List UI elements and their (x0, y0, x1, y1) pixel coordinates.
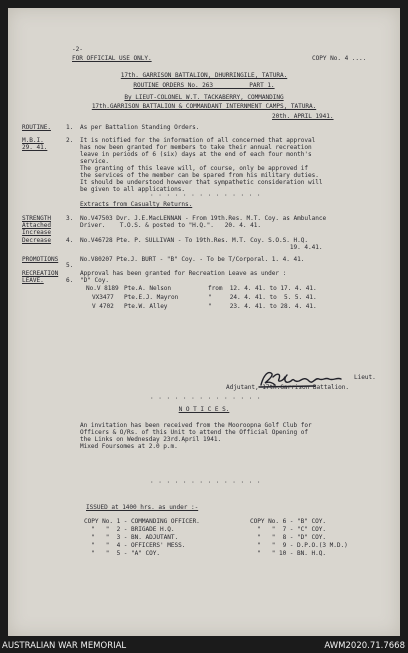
unit-heading: 17th. GARRISON BATTALION, DHURRINGILE, TATURA. (120, 72, 288, 79)
leave-no: No.V 8189 (86, 285, 119, 292)
distribution-entry: " " 7 - "C" COY. (250, 526, 326, 533)
distribution-entry: COPY No. 1 - COMMANDING OFFICER. (84, 518, 200, 525)
margin-recreation-leave: RECREATION LEAVE. (22, 270, 59, 284)
distribution-entry: " " 8 - "D" COY. (250, 534, 326, 541)
separator-dots: · · · · · · · · · · · · · · (150, 479, 262, 486)
distribution-entry: " " 10 - BN. H.Q. (250, 550, 326, 557)
signatory-title: Adjutant, 17th.Garrison Battalion. (226, 384, 350, 391)
leave-dates: " 24. 4. 41. to 5. 5. 41. (208, 294, 317, 301)
signatory-rank: Lieut. (354, 374, 376, 381)
footer-accession-number: AWM2020.71.7668 (324, 641, 405, 651)
item-text: As per Battalion Standing Orders. (80, 124, 200, 131)
margin-mbi: M.B.I. 29. 41. (22, 137, 48, 151)
item-text: Approval has been granted for Recreation Leave as under : "D" Coy. (80, 270, 287, 284)
issued-heading: ISSUED at 1400 hrs. as under :- (86, 504, 199, 511)
page-number: -2- (72, 46, 83, 53)
footer-source: AUSTRALIAN WAR MEMORIAL (2, 641, 127, 651)
separator-dots: · · · · · · · · · · · · · · (150, 395, 262, 402)
margin-promotions: PROMOTIONS (22, 256, 59, 263)
notice-text: An invitation has been received from the Mooroopna Golf Club for Officers & O/Rs. of this Unit to attend the Official Opening of the Links on Wednesday 23rd.April 1941. Mixed Foursomes at 2.0 p.m. (80, 422, 312, 450)
leave-no: V 4702 (92, 303, 114, 310)
leave-dates: " 23. 4. 41. to 28. 4. 41. (208, 303, 317, 310)
item-text: It is notified for the information of all concerned that approval has now been granted for members to take their annual recreation leave in periods of 6 (six) days at the end of each four month's service. The granting of this leave will, of course, only be approved if the services of the member can be spared from his military duties. It should be understood however that sympathetic consideration will be given to all applications. (80, 137, 323, 193)
item-number: 1. (66, 124, 74, 131)
by-line: By LIEUT-COLONEL W.T. TACKABERRY, COMMANDING (124, 94, 284, 101)
distribution-entry: " " 2 - BRIGADE H.Q. (84, 526, 175, 533)
distribution-entry: COPY No. 6 - "B" COY. (250, 518, 326, 525)
footer-bar (0, 639, 408, 653)
separator-dots: · · · · · · · · · · · · · · (150, 192, 262, 199)
copy-number: COPY No. 4 .... (312, 55, 367, 62)
item-number: 3. (66, 215, 74, 222)
leave-no: VX3477 (92, 294, 114, 301)
margin-routine: ROUTINE. (22, 124, 51, 131)
notices-heading: N O T I C E S. (178, 406, 230, 413)
margin-strength: STRENGTH Attached Increase (22, 215, 51, 236)
extracts-heading: Extracts from Casualty Returns. (80, 201, 193, 208)
item-number: 5. (66, 262, 74, 269)
item-text: No.V47503 Dvr. J.E.MacLENNAN - From 19th.Res. M.T. Coy. as Ambulance Driver. T.O.S. & posted to "H.Q.". 20. 4. 41. (80, 215, 327, 229)
distribution-entry: " " 4 - OFFICERS' MESS. (84, 542, 186, 549)
order-date: 20th. APRIL 1941. (272, 113, 334, 120)
distribution-entry: " " 9 - D.P.O.(3 M.D.) (250, 542, 348, 549)
item-number: 2. (66, 137, 74, 144)
distribution-entry: " " 3 - BN. ADJUTANT. (84, 534, 179, 541)
distribution-entry: " " 5 - "A" COY. (84, 550, 160, 557)
routine-orders-heading: ROUTINE ORDERS No. 263 PART 1. (133, 82, 275, 89)
leave-name: Pte.E.J. Mayron (124, 294, 179, 301)
command-line: 17th.GARRISON BATTALION & COMMANDANT INTERNMENT CAMPS, TATURA. (91, 103, 317, 110)
leave-name: Pte.A. Nelson (124, 285, 172, 292)
leave-name: Pte.W. Alley (124, 303, 168, 310)
leave-dates: from 12. 4. 41. to 17. 4. 41. (208, 285, 317, 292)
item-number: 4. (66, 237, 74, 244)
item-number: 6. (66, 277, 74, 284)
item-text: No.V80207 Pte.J. BURT - "B" Coy. - To be T/Corporal. 1. 4. 41. (80, 256, 305, 263)
item-text: No.V46728 Pte. P. SULLIVAN - To 19th.Res. M.T. Coy. S.O.S. H.Q. 19. 4.41. (80, 237, 323, 251)
classification: FOR OFFICIAL USE ONLY. (72, 55, 152, 62)
margin-decrease: Decrease (22, 237, 51, 244)
